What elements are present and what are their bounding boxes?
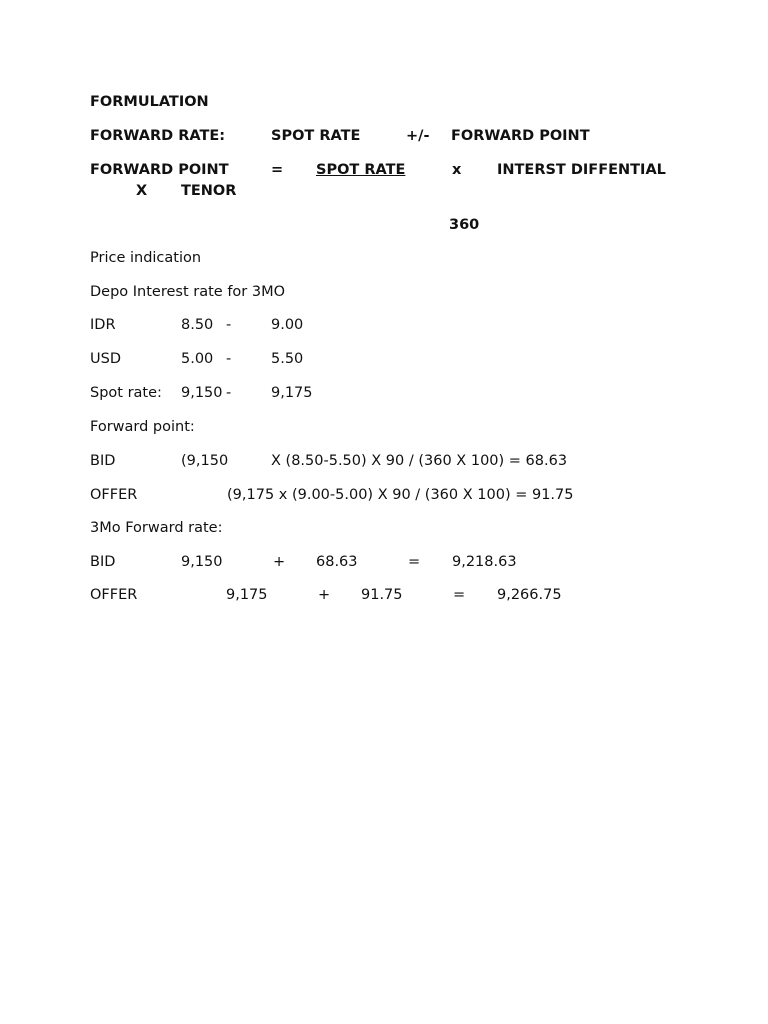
forward-rate-title: 3Mo Forward rate: (90, 520, 223, 536)
offer-label: OFFER (90, 487, 138, 503)
spot-rate-term: SPOT RATE (316, 162, 406, 178)
forward-point-title: Forward point: (90, 419, 195, 435)
offer-label: OFFER (90, 587, 138, 603)
equals-sign: = (453, 587, 466, 603)
offer-spot: 9,175 (226, 587, 268, 603)
spot-bid: 9,150 (181, 385, 223, 401)
offer-rate: 9.00 (271, 317, 304, 333)
plus-sign: + (273, 554, 286, 570)
spot-rate-label: Spot rate: (90, 385, 162, 401)
bid-label: BID (90, 554, 116, 570)
dash: - (226, 351, 232, 367)
dash: - (226, 317, 232, 333)
bid-rate: 8.50 (181, 317, 214, 333)
interest-differential-term: INTERST DIFFENTIAL (497, 162, 666, 178)
offer-calculation: (9,175 x (9.00-5.00) X 90 / (360 X 100) = 91.75 (227, 487, 574, 503)
offer-forward-rate: 9,266.75 (497, 587, 562, 603)
forward-point-label: FORWARD POINT (90, 162, 229, 178)
multiply-operator-2: X (136, 183, 148, 199)
spot-rate-term: SPOT RATE (271, 128, 361, 144)
bid-points: 68.63 (316, 554, 358, 570)
currency-label: IDR (90, 317, 116, 333)
equals-sign: = (271, 162, 284, 178)
offer-points: 91.75 (361, 587, 403, 603)
bid-calculation: X (8.50-5.50) X 90 / (360 X 100) = 68.63 (271, 453, 568, 469)
bid-forward-rate: 9,218.63 (452, 554, 517, 570)
bid-spot: (9,150 (181, 453, 229, 469)
depo-rate-title: Depo Interest rate for 3MO (90, 284, 286, 300)
multiply-operator: x (452, 162, 462, 178)
formulation-heading: FORMULATION (90, 94, 209, 110)
plus-minus-operator: +/- (406, 128, 430, 144)
currency-label: USD (90, 351, 121, 367)
bid-spot: 9,150 (181, 554, 223, 570)
forward-point-term: FORWARD POINT (451, 128, 590, 144)
bid-rate: 5.00 (181, 351, 214, 367)
bid-label: BID (90, 453, 116, 469)
price-indication-title: Price indication (90, 250, 202, 266)
offer-rate: 5.50 (271, 351, 304, 367)
equals-sign: = (408, 554, 421, 570)
dash: - (226, 385, 232, 401)
tenor-term: TENOR (181, 183, 237, 199)
denominator: 360 (449, 217, 480, 233)
spot-offer: 9,175 (271, 385, 313, 401)
plus-sign: + (318, 587, 331, 603)
forward-rate-label: FORWARD RATE: (90, 128, 226, 144)
